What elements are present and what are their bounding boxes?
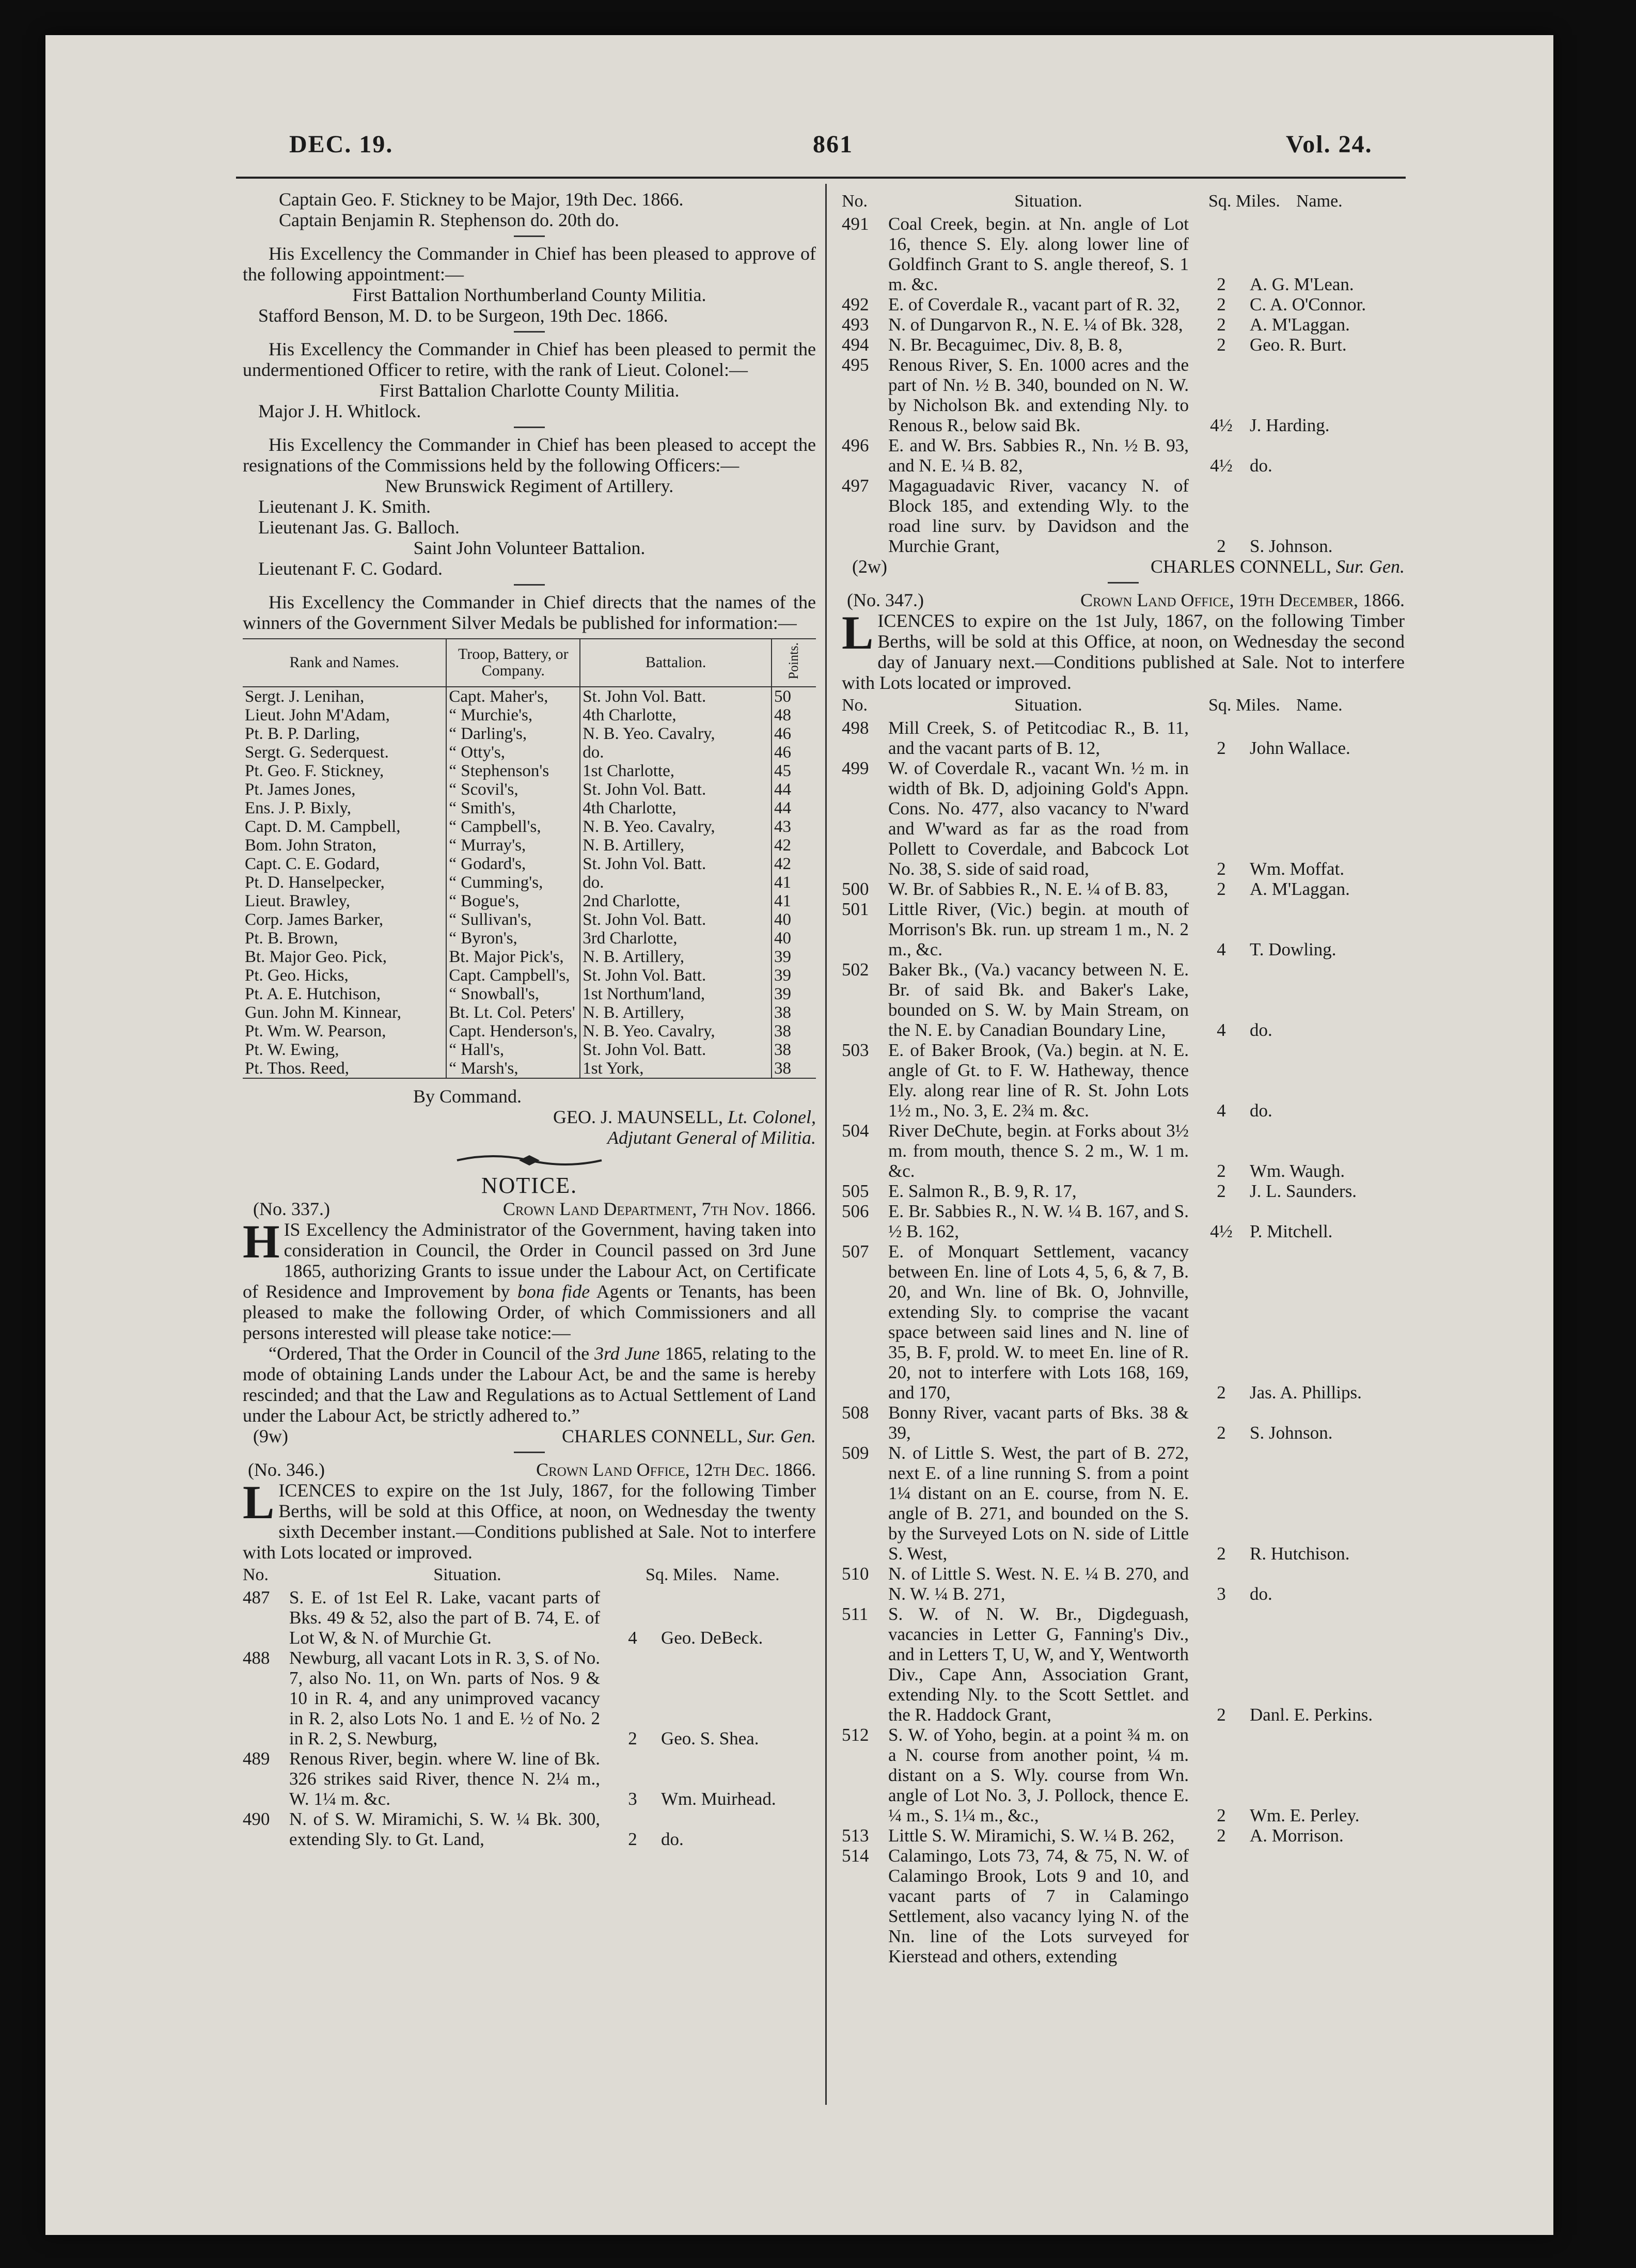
- berth-sit: S. W. of N. W. Br., Digdeguash, vacancies in Letter G, Fanning's Div., and in Letters T, U, W, and Y, Wentworth Div., Cape Ann, Association Grant, extending Nly. to the Scott Settlet. and the R. Haddock Grant,: [888, 1604, 1189, 1725]
- berth-sit: W. of Coverdale R., vacant Wn. ½ m. in width of Bk. D, adjoining Gold's Appn. Cons. No. 477, also vacancy to N'ward and W'ward as far as the road from Pollett to Coverdale, and Babcock Lot No. 38, S. side of said road,: [888, 758, 1189, 879]
- licence-intro: LICENCES to expire on the 1st July, 1867, on the following Timber Berths, will be sold at this Office, at noon, on Wednesday the second day of January next.—Conditions published at Sale. Not to interfere with Lots located or improved.: [842, 606, 1405, 693]
- page-number: 861: [813, 131, 853, 158]
- berth-entry: [842, 899, 1405, 959]
- table-cell: do.: [580, 873, 772, 892]
- table-cell: 46: [772, 724, 816, 743]
- berth-sit: Baker Bk., (Va.) vacancy between N. E. Br. of said Bk. and Baker's Lake, bounded on S. W. by Main Stream, on the N. E. by Canadian Boundary Line,: [888, 959, 1189, 1040]
- berth-no: 509: [842, 1443, 869, 1463]
- table-cell: 38: [772, 1059, 816, 1078]
- berth-sit: Bonny River, vacant parts of Bks. 38 & 39,: [888, 1403, 1189, 1443]
- berth-no: 506: [842, 1201, 869, 1221]
- licence-columns: No. Situation. Sq. Miles. Name.: [842, 696, 1343, 715]
- medals-table: [243, 638, 816, 1079]
- berth-sq: 2: [628, 1829, 637, 1849]
- berth-sit: E. Salmon R., B. 9, R. 17,: [888, 1181, 1077, 1201]
- table-cell: Capt. Maher's,: [446, 687, 580, 706]
- table-cell: St. John Vol. Batt.: [580, 910, 772, 929]
- berth-sit: River DeChute, begin. at Forks about 3½ m. from mouth, thence S. 2 m., W. 1 m. &c.: [888, 1121, 1189, 1181]
- berth-sq: 2: [628, 1728, 637, 1749]
- berth-sq: 2: [1217, 1805, 1226, 1825]
- berth-name: S. Johnson.: [1250, 536, 1333, 556]
- berth-no: 497: [842, 476, 869, 496]
- separator: [514, 427, 545, 428]
- table-cell: “ Murray's,: [446, 836, 580, 855]
- berth-no: 500: [842, 879, 869, 899]
- berth-name: J. L. Saunders.: [1250, 1181, 1357, 1201]
- signature-title: Adjutant General of Militia.: [607, 1127, 816, 1148]
- table-cell: Sergt. J. Lenihan,: [245, 687, 365, 706]
- table-row: [243, 966, 816, 985]
- table-row: [243, 836, 816, 855]
- berth-no: 487: [243, 1587, 270, 1608]
- table-cell: 41: [772, 892, 816, 910]
- berth-entry: [842, 959, 1405, 1040]
- table-cell: “ Smith's,: [446, 799, 580, 817]
- table-cell: 44: [772, 799, 816, 817]
- berth-sq: 4: [1217, 1020, 1226, 1040]
- berth-name: do.: [1250, 1584, 1272, 1604]
- berth-name: Wm. E. Perley.: [1250, 1805, 1360, 1825]
- berth-sq: 4: [628, 1627, 637, 1648]
- table-cell: Corp. James Barker,: [245, 910, 384, 929]
- berth-entry: [842, 214, 1405, 294]
- berth-entry: [842, 1564, 1405, 1604]
- berths-columns: No. Situation. Sq. Miles. Name.: [842, 192, 1343, 211]
- table-cell: “ Otty's,: [446, 743, 580, 762]
- berth-name: do.: [1250, 455, 1272, 476]
- berth-sq: 4: [1217, 939, 1226, 959]
- berth-entry: [842, 476, 1405, 556]
- table-cell: “ Darling's,: [446, 724, 580, 743]
- berth-no: 512: [842, 1725, 869, 1745]
- table-row: [243, 892, 816, 910]
- berth-sit: Little S. W. Miramichi, S. W. ¼ B. 262,: [888, 1825, 1175, 1846]
- berth-sq: 2: [1217, 1423, 1226, 1443]
- table-row: [243, 724, 816, 743]
- berth-name: Wm. Moffat.: [1250, 859, 1345, 879]
- table-cell: “ Marsh's,: [446, 1059, 580, 1078]
- berth-sit: Coal Creek, begin. at Nn. angle of Lot 16, thence S. Ely. along lower line of Goldfinch Grant to S. angle thereof, S. 1 m. &c.: [888, 214, 1189, 294]
- berth-no: 511: [842, 1604, 869, 1624]
- separator: [514, 1452, 545, 1453]
- berth-no: 514: [842, 1846, 869, 1866]
- berth-sit: Little River, (Vic.) begin. at mouth of Morrison's Bk. run. up stream 1 m., N. 2 m., &c.: [888, 899, 1189, 959]
- table-cell: Pt. A. E. Hutchison,: [245, 984, 381, 1003]
- right-column: [842, 189, 1405, 1966]
- berth-sit: Magaguadavic River, vacancy N. of Block 185, and extending Wly. to the road line surv. by Davidson and the Murchie Grant,: [888, 476, 1189, 556]
- berths-footer: (2w) CHARLES CONNELL, Sur. Gen.: [852, 556, 1405, 577]
- notice-header: (No. 337.) Crown Land Department, 7th Nov. 1866.: [253, 1198, 816, 1219]
- table-cell: 4th Charlotte,: [580, 799, 772, 817]
- berth-sit: N. of Little S. West. N. E. ¼ B. 270, and N. W. ¼ B. 271,: [888, 1564, 1189, 1604]
- table-row: [243, 1022, 816, 1041]
- appointment-line: Captain Geo. F. Stickney to be Major, 19th Dec. 1866.: [279, 189, 684, 210]
- berth-name: A. M'Laggan.: [1250, 879, 1350, 899]
- berth-sit: N. Br. Becaguimec, Div. 8, B. 8,: [888, 335, 1123, 355]
- col-header: Rank and Names.: [243, 639, 446, 687]
- table-cell: N. B. Artillery,: [580, 948, 772, 966]
- berth-name: J. Harding.: [1250, 415, 1330, 435]
- berth-sit: S. E. of 1st Eel R. Lake, vacant parts of Bks. 49 & 52, also the part of B. 74, E. of Lot W, & N. of Murchie Gt.: [289, 1587, 600, 1648]
- berth-name: P. Mitchell.: [1250, 1221, 1333, 1241]
- berth-entry: [842, 1201, 1405, 1241]
- berth-entry: [842, 1121, 1405, 1181]
- table-cell: Capt. C. E. Godard,: [245, 854, 380, 873]
- table-cell: N. B. Yeo. Cavalry,: [580, 724, 772, 743]
- berth-name: Jas. A. Phillips.: [1250, 1382, 1362, 1403]
- berth-entry: [842, 1241, 1405, 1403]
- berth-sq: 2: [1217, 1161, 1226, 1181]
- berth-entry: [842, 1443, 1405, 1564]
- subheading: First Battalion Charlotte County Militia.: [379, 380, 680, 401]
- berth-no: 490: [243, 1808, 270, 1829]
- subheading: Saint John Volunteer Battalion.: [413, 538, 646, 558]
- berth-sq: 2: [1217, 1705, 1226, 1725]
- table-cell: 44: [772, 780, 816, 799]
- berth-name: do.: [1250, 1020, 1272, 1040]
- page-volume: Vol. 24.: [1286, 131, 1373, 158]
- table-row: [243, 743, 816, 762]
- table-row: [243, 687, 816, 706]
- berth-no: 502: [842, 959, 869, 980]
- berth-sit: Newburg, all vacant Lots in R. 3, S. of No. 7, also No. 11, on Wn. parts of Nos. 9 & 10 in R. 4, and any unimproved vacancy in R. 2, also Lots No. 1 and E. ½ of No. 2 in R. 2, S. Newburg,: [289, 1647, 600, 1749]
- paragraph: His Excellency the Commander in Chief has been pleased to permit the undermentioned Officer to retire, with the rank of Lieut. Colonel:—: [243, 339, 816, 380]
- berth-sq: 2: [1217, 1181, 1226, 1201]
- table-cell: 38: [772, 1003, 816, 1022]
- appointment-line: Captain Benjamin R. Stephenson do. 20th do.: [279, 210, 619, 230]
- berth-sit: Renous River, begin. where W. line of Bk. 326 strikes said River, thence N. 2¼ m., W. 1¼ m. &c.: [289, 1748, 600, 1809]
- berth-sq: 4: [1217, 1100, 1226, 1121]
- berth-sit: Mill Creek, S. of Petitcodiac R., B. 11, and the vacant parts of B. 12,: [888, 718, 1189, 758]
- berth-entry: [243, 1809, 816, 1849]
- col-header: Battalion.: [580, 639, 772, 687]
- berth-entry: [842, 1825, 1405, 1846]
- left-column: [243, 189, 816, 1849]
- table-row: [243, 873, 816, 892]
- berth-entry: [842, 758, 1405, 879]
- table-row: [243, 1041, 816, 1059]
- berth-sq: 4½: [1210, 415, 1233, 435]
- berth-name: A. G. M'Lean.: [1250, 274, 1354, 294]
- appointment-line: Lieutenant J. K. Smith.: [258, 496, 431, 517]
- table-cell: “ Byron's,: [446, 929, 580, 948]
- berth-no: 493: [842, 314, 869, 335]
- table-cell: St. John Vol. Batt.: [580, 780, 772, 799]
- by-command: By Command.: [413, 1085, 522, 1107]
- table-cell: St. John Vol. Batt.: [580, 855, 772, 873]
- berth-name: A. M'Laggan.: [1250, 314, 1350, 335]
- berth-sit: E. of Coverdale R., vacant part of R. 32,: [888, 294, 1180, 314]
- table-row: [243, 929, 816, 948]
- table-cell: Pt. D. Hanselpecker,: [245, 873, 385, 892]
- table-cell: Capt. Campbell's,: [446, 966, 580, 985]
- col-header: Troop, Battery, or Company.: [446, 639, 580, 687]
- berth-no: 507: [842, 1241, 869, 1262]
- table-cell: “ Cumming's,: [446, 873, 580, 892]
- licence-header: (No. 347.) Crown Land Office, 19th December, 1866.: [847, 590, 1405, 610]
- berth-sq: 2: [1217, 314, 1226, 335]
- berth-no: 488: [243, 1647, 270, 1668]
- table-cell: Pt. B. Brown,: [245, 928, 338, 948]
- berth-entry: [842, 335, 1405, 355]
- berth-no: 510: [842, 1564, 869, 1584]
- berth-sit: N. of S. W. Miramichi, S. W. ¼ Bk. 300, extending Sly. to Gt. Land,: [289, 1808, 600, 1849]
- table-row: [243, 1003, 816, 1022]
- table-cell: Pt. W. Ewing,: [245, 1040, 339, 1059]
- table-cell: 42: [772, 855, 816, 873]
- berth-entry: [842, 314, 1405, 335]
- berth-name: do.: [1250, 1100, 1272, 1121]
- berth-sit: N. of Dungarvon R., N. E. ¼ of Bk. 328,: [888, 314, 1183, 335]
- berth-no: 491: [842, 214, 869, 234]
- licence-header: (No. 346.) Crown Land Office, 12th Dec. 1866.: [248, 1459, 816, 1480]
- paragraph: His Excellency the Commander in Chief directs that the names of the winners of the Government Silver Medals be published for information:—: [243, 592, 816, 633]
- separator: [514, 331, 545, 333]
- table-cell: 43: [772, 817, 816, 836]
- table-cell: Lieut. John M'Adam,: [245, 705, 390, 724]
- berth-entry: [842, 1040, 1405, 1121]
- table-row: [243, 910, 816, 929]
- berth-no: 492: [842, 294, 869, 314]
- table-cell: “ Bogue's,: [446, 892, 580, 910]
- notice-order: “Ordered, That the Order in Council of the 3rd June 1865, relating to the mode of obtaining Lands under the Labour Act, be and the same is hereby rescinded; and that the Law and Regulations as to Actual Settlement of Land under the Labour Act, be strictly adhered to.”: [243, 1343, 816, 1426]
- berth-sit: Calamingo, Lots 73, 74, & 75, N. W. of Calamingo Brook, Lots 9 and 10, and vacant parts of 7 in Calamingo Settlement, also vacancy lying N. of the Nn. line of the Lots surveyed for Kierstead and others, extending: [888, 1846, 1189, 1966]
- berth-name: C. A. O'Connor.: [1250, 294, 1366, 314]
- berth-sq: 3: [1217, 1584, 1226, 1604]
- berth-sq: 4½: [1210, 455, 1233, 476]
- berth-sit: S. W. of Yoho, begin. at a point ¾ m. on a N. course from another point, ¼ m. distant on a S. Wly. course from Wn. angle of Lot No. 3, J. Pollock, thence E. ¼ m., S. 1¼ m., &c.,: [888, 1725, 1189, 1825]
- page-date: DEC. 19.: [289, 131, 394, 158]
- berth-entry: [842, 1846, 1405, 1966]
- berth-no: 503: [842, 1040, 869, 1060]
- berth-no: 498: [842, 718, 869, 738]
- table-cell: 40: [772, 910, 816, 929]
- separator: [1108, 582, 1139, 584]
- licence-intro: LICENCES to expire on the 1st July, 1867, for the following Timber Berths, will be sold at this Office, at noon, on Wednesday the twenty sixth December instant.—Conditions published at Sale. Not to interfere with Lots located or improved.: [243, 1475, 816, 1563]
- col-header: Points.: [772, 639, 816, 687]
- berth-entry: [842, 435, 1405, 476]
- subheading: New Brunswick Regiment of Artillery.: [385, 476, 674, 496]
- berth-no: 508: [842, 1403, 869, 1423]
- berth-sq: 2: [1217, 335, 1226, 355]
- table-cell: 39: [772, 948, 816, 966]
- table-cell: 1st Northum'land,: [580, 985, 772, 1003]
- table-row: [243, 855, 816, 873]
- table-row: [243, 985, 816, 1003]
- table-cell: Pt. James Jones,: [245, 780, 356, 799]
- table-cell: 39: [772, 966, 816, 985]
- table-cell: St. John Vol. Batt.: [580, 1041, 772, 1059]
- berth-no: 501: [842, 899, 869, 919]
- licence-columns: No. Situation. Sq. Miles. Name.: [243, 1565, 780, 1584]
- berth-entry: [842, 1725, 1405, 1825]
- table-row: [243, 948, 816, 966]
- berth-entry: [842, 718, 1405, 758]
- berth-name: S. Johnson.: [1250, 1423, 1333, 1443]
- berth-name: Geo. R. Burt.: [1250, 335, 1347, 355]
- notice-footer: (9w) CHARLES CONNELL, Sur. Gen.: [253, 1425, 816, 1446]
- berth-sq: 2: [1217, 1544, 1226, 1564]
- berth-sq: 2: [1217, 294, 1226, 314]
- berth-sq: 2: [1217, 879, 1226, 899]
- table-row: [243, 1059, 816, 1078]
- table-cell: 39: [772, 985, 816, 1003]
- table-cell: Lieut. Brawley,: [245, 891, 351, 910]
- berth-sit: Renous River, S. En. 1000 acres and the part of Nn. ½ B. 340, bounded on N. W. by Nicholson Bk. and extending Nly. to Renous R., below said Bk.: [888, 355, 1189, 435]
- table-row: [243, 817, 816, 836]
- signature: GEO. J. MAUNSELL, Lt. Colonel,: [553, 1106, 816, 1127]
- appointment-line: Stafford Benson, M. D. to be Surgeon, 19th Dec. 1866.: [258, 305, 668, 326]
- table-cell: “ Campbell's,: [446, 817, 580, 836]
- table-cell: 2nd Charlotte,: [580, 892, 772, 910]
- table-cell: “ Stephenson's: [446, 762, 580, 780]
- berth-name: Wm. Waugh.: [1250, 1161, 1345, 1181]
- table-cell: Bom. John Straton,: [245, 836, 376, 855]
- table-cell: 42: [772, 836, 816, 855]
- table-cell: 1st York,: [580, 1059, 772, 1078]
- berth-no: 494: [842, 335, 869, 355]
- table-cell: Pt. Wm. W. Pearson,: [245, 1021, 386, 1041]
- berth-no: 496: [842, 435, 869, 455]
- berth-entry: [243, 1749, 816, 1809]
- separator: [514, 584, 545, 586]
- table-cell: 48: [772, 706, 816, 724]
- ornament-icon: [452, 1151, 607, 1170]
- table-cell: “ Scovil's,: [446, 780, 580, 799]
- table-cell: Ens. J. P. Bixly,: [245, 798, 351, 817]
- berth-no: 499: [842, 758, 869, 778]
- berth-name: Danl. E. Perkins.: [1250, 1705, 1373, 1725]
- berth-name: do.: [661, 1829, 684, 1849]
- table-cell: 3rd Charlotte,: [580, 929, 772, 948]
- berth-sit: N. of Little S. West, the part of B. 272, next E. of a line running S. from a point 1¼ distant on an E. course, from N. E. angle of B. 271, and bounded on the S. by the Surveyed Lots on N. side of Little S. West,: [888, 1443, 1189, 1564]
- table-cell: do.: [580, 743, 772, 762]
- table-cell: Capt. Henderson's,: [446, 1022, 580, 1041]
- table-cell: N. B. Artillery,: [580, 836, 772, 855]
- table-cell: Capt. D. M. Campbell,: [245, 817, 401, 836]
- header-rule: [236, 177, 1406, 179]
- berth-no: 489: [243, 1748, 270, 1769]
- notice-heading: NOTICE.: [481, 1172, 578, 1198]
- table-row: [243, 799, 816, 817]
- berth-entry: [842, 879, 1405, 899]
- berth-name: R. Hutchison.: [1250, 1544, 1350, 1564]
- berth-name: Wm. Muirhead.: [661, 1788, 776, 1809]
- table-cell: 1st Charlotte,: [580, 762, 772, 780]
- table-cell: “ Godard's,: [446, 855, 580, 873]
- table-cell: N. B. Artillery,: [580, 1003, 772, 1022]
- table-cell: 50: [772, 687, 816, 706]
- berth-entry: [842, 1181, 1405, 1201]
- berth-entry: [842, 1403, 1405, 1443]
- table-cell: “ Murchie's,: [446, 706, 580, 724]
- berth-sq: 2: [1217, 738, 1226, 758]
- table-cell: Bt. Lt. Col. Peters': [446, 1003, 580, 1022]
- appointment-line: Lieutenant Jas. G. Balloch.: [258, 517, 460, 538]
- table-cell: “ Hall's,: [446, 1041, 580, 1059]
- appointment-line: Major J. H. Whitlock.: [258, 401, 421, 421]
- berth-sq: 2: [1217, 274, 1226, 294]
- table-row: [243, 706, 816, 724]
- subheading: First Battalion Northumberland County Militia.: [352, 285, 706, 305]
- berth-sq: 2: [1217, 536, 1226, 556]
- table-cell: 41: [772, 873, 816, 892]
- table-cell: 38: [772, 1022, 816, 1041]
- berth-name: A. Morrison.: [1250, 1825, 1344, 1846]
- berth-sq: 2: [1217, 1825, 1226, 1846]
- berth-name: T. Dowling.: [1250, 939, 1336, 959]
- berth-no: 505: [842, 1181, 869, 1201]
- table-cell: Pt. Geo. Hicks,: [245, 966, 349, 985]
- berth-sit: E. and W. Brs. Sabbies R., Nn. ½ B. 93, and N. E. ¼ B. 82,: [888, 435, 1189, 476]
- table-cell: 38: [772, 1041, 816, 1059]
- table-cell: 46: [772, 743, 816, 762]
- berth-sq: 2: [1217, 1382, 1226, 1403]
- paragraph: His Excellency the Commander in Chief has been pleased to accept the resignations of the Commissions held by the following Officers:—: [243, 434, 816, 476]
- berth-entry: [842, 1604, 1405, 1725]
- appointment-line: Lieutenant F. C. Godard.: [258, 558, 443, 579]
- berth-name: Geo. DeBeck.: [661, 1627, 763, 1648]
- berth-no: 495: [842, 355, 869, 375]
- berth-sit: E. of Monquart Settlement, vacancy between En. line of Lots 4, 5, 6, & 7, B. 20, and Wn. line of Bk. O, Johnville, extending Sly. to comprise the vacant space between said lines and N. line of 35, B. F, prold. W. to meet En. line of R. 20, not to interfere with Lots 168, 169, and 170,: [888, 1241, 1189, 1403]
- table-cell: St. John Vol. Batt.: [580, 966, 772, 985]
- table-cell: Pt. B. P. Darling,: [245, 724, 360, 743]
- berth-sit: E. Br. Sabbies R., N. W. ¼ B. 167, and S. ½ B. 162,: [888, 1201, 1189, 1241]
- table-cell: N. B. Yeo. Cavalry,: [580, 1022, 772, 1041]
- table-cell: Bt. Major Geo. Pick,: [245, 947, 387, 966]
- table-cell: Bt. Major Pick's,: [446, 948, 580, 966]
- berth-sit: W. Br. of Sabbies R., N. E. ¼ of B. 83,: [888, 879, 1169, 899]
- table-cell: Gun. John M. Kinnear,: [245, 1003, 401, 1022]
- berth-sq: 2: [1217, 859, 1226, 879]
- table-cell: Pt. Geo. F. Stickney,: [245, 761, 384, 780]
- berth-no: 513: [842, 1825, 869, 1846]
- table-cell: “ Sullivan's,: [446, 910, 580, 929]
- column-divider: [825, 184, 827, 2105]
- table-cell: 4th Charlotte,: [580, 706, 772, 724]
- berth-entry: [842, 294, 1405, 314]
- table-cell: N. B. Yeo. Cavalry,: [580, 817, 772, 836]
- berth-name: Geo. S. Shea.: [661, 1728, 759, 1749]
- berth-sq: 4½: [1210, 1221, 1233, 1241]
- paragraph: His Excellency the Commander in Chief has been pleased to approve of the following appointment:—: [243, 243, 816, 285]
- berth-entry: [243, 1648, 816, 1749]
- separator: [514, 235, 545, 237]
- berth-no: 504: [842, 1121, 869, 1141]
- berth-sq: 3: [628, 1788, 637, 1809]
- table-cell: Sergt. G. Sederquest.: [245, 743, 389, 762]
- berth-name: John Wallace.: [1250, 738, 1350, 758]
- table-cell: Pt. Thos. Reed,: [243, 1059, 446, 1078]
- table-cell: 45: [772, 762, 816, 780]
- berth-entry: [842, 355, 1405, 435]
- berth-sit: E. of Baker Brook, (Va.) begin. at N. E. angle of Gt. to F. W. Hatheway, thence Ely. along rear line of R. St. John Lots 1½ m., No. 3, E. 2¾ m. &c.: [888, 1040, 1189, 1121]
- table-cell: “ Snowball's,: [446, 985, 580, 1003]
- notice-body: HIS Excellency the Administrator of the Government, having taken into consideration in Council, the Order in Council passed on 3rd June 1865, authorizing Grants to issue under the Labour Act, on Certificate of Residence and Improvement by bona fide Agents or Tenants, has been pleased to make the following Order, of which Commissioners and all persons interested will please take notice:—: [243, 1215, 816, 1343]
- table-cell: St. John Vol. Batt.: [580, 687, 772, 706]
- table-row: [243, 762, 816, 780]
- table-row: [243, 780, 816, 799]
- table-cell: 40: [772, 929, 816, 948]
- berth-entry: [243, 1587, 816, 1648]
